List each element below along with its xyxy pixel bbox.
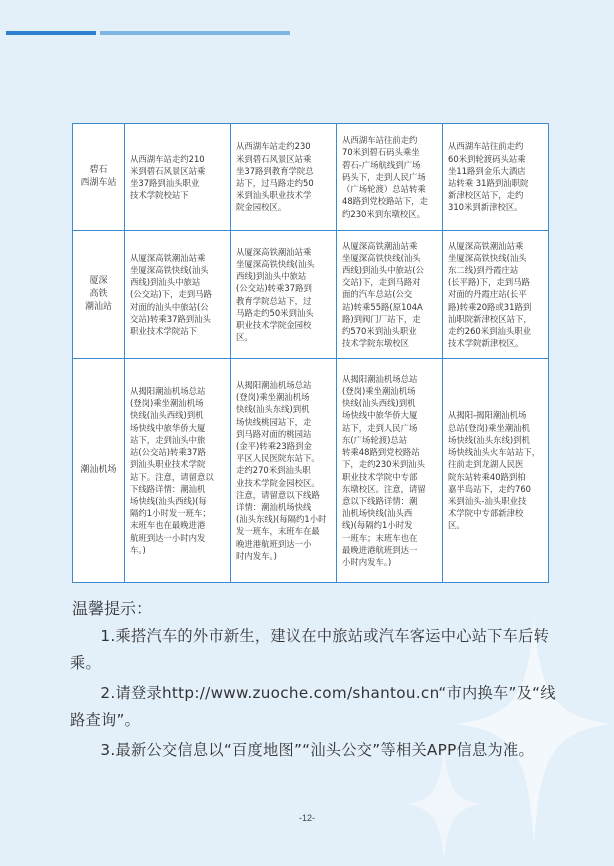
route-cell: 从厦深高铁潮汕站乘 坐厦深高铁快线(汕头 西线)到汕头中旅站 (公交站)下，走到马路 对面的汕头中旅站(公 交站)转乘37路到汕头 职业技术学院站下	[125, 231, 231, 359]
route-cell: 从揭阳潮汕机场总站 (登岗)乘坐潮汕机场 快线(汕头东线)到机 场快线桃园站下，走 到马路对面的桃园站 (金平)转乘23路到金 平区人民医院东站下。 走约270米到汕头职 业技术学院金园校区。 注意，请留意以下线路 详情：潮汕机场快线 (汕头东线)(每隔约1小时 发一班车，末班车在最 晚进港航班到达一小 时内发车。)	[231, 359, 337, 583]
route-cell: 从揭阳-揭阳潮汕机场 总站(登岗)乘坐潮汕机 场快线(汕头东线)到机 场快线汕头火车站站下， 往前走到龙湖人民医 院东站转乘40路到柏 嘉半岛站下，走约760 米到汕头-汕头职业技 术学院中专部新津校 区。	[443, 359, 549, 583]
route-cell: 从西湖车站往前走约 70米到碧石码头乘坐 碧石-广场航线到广场 码头下，走到人民广场 （广场轮渡）总站转乘 48路到党校路站下，走 约230米到东墩校区。	[337, 124, 443, 231]
tips-section	[70, 598, 560, 764]
table-row	[73, 359, 549, 583]
origin-label: 碧石 西湖车站	[73, 124, 125, 231]
origin-label: 厦深 高铁 潮汕站	[73, 231, 125, 359]
tip-item: 1.乘搭汽车的外市新生，建议在中旅站或汽车客运中心站下车后转乘。	[70, 627, 550, 672]
page-number: -12-	[298, 813, 315, 823]
route-cell: 从厦深高铁潮汕站乘 坐厦深高铁快线(汕头 西线)到汕头中旅站 (公交站)转乘37路到 教育学院总站下，过 马路走约50米到汕头 职业技术学院金园校 区。	[231, 231, 337, 359]
route-cell: 从揭阳潮汕机场总站 (登岗)乘坐潮汕机场 快线(汕头西线)到机 场快线中旅华侨大厦 站下，走到人民广场 东(广场轮渡)总站 转乘48路到党校路站 下，走约230米到汕头 职业技术学院中专部 东墩校区。注意，请留 意以下线路详情：潮 汕机场快线(汕头西 线)(每隔约1小时发 一班车；末班车也在 最晚进港航班到达一 小时内发车。)	[337, 359, 443, 583]
tips-title: 温馨提示：	[72, 599, 153, 618]
route-cell: 从厦深高铁潮汕站乘 坐厦深高铁快线(汕头 西线)到汕头中旅站(公 交站)下，走到马路对 面的汽车总站(公交 站)转乘55路(原104A 路)到阀门厂站下，走 约570米到汕头职业 技术学院东墩校区	[337, 231, 443, 359]
tip-item: 3.最新公交信息以“百度地图”“汕头公交”等相关APP信息为准。	[100, 741, 534, 759]
route-cell: 从西湖车站走约210 米到碧石风景区站乘 坐37路到汕头职业 技术学院校站下	[125, 124, 231, 231]
origin-label: 潮汕机场	[73, 359, 125, 583]
route-table	[72, 123, 549, 583]
route-cell: 从厦深高铁潮汕站乘 坐厦深高铁快线(汕头 东二线)到丹霞庄站 (长平路)下，走到马路 对面的丹霞庄站(长平 路)转乘20路或31路到 汕职院新津校区站下， 走约260米到汕头职业 技术学院新津校区。	[443, 231, 549, 359]
tip-item-link[interactable]: 2.请登录http://www.zuoche.com/shantou.cn“市内换车”及“线路查询”。	[70, 684, 556, 729]
route-cell: 从揭阳潮汕机场总站 (登岗)乘坐潮汕机场 快线(汕头西线)到机 场快线中旅华侨大厦 站下，走到汕头中旅 站(公交站)转乘37路 到汕头职业技术学院 站下。注意，请留意以 下线路详情：潮汕机 场快线(汕头西线)(每 隔约1小时发一班车； 末班车也在最晚进港 航班到达一小时内发 车。)	[125, 359, 231, 583]
table-row	[73, 124, 549, 231]
route-cell: 从西湖车站走约230 米到碧石风景区站乘 坐37路到教育学院总 站下，过马路走约50 米到汕头职业技术学 院金园校区。	[231, 124, 337, 231]
header-accent-line	[6, 31, 96, 35]
route-cell: 从西湖车站往前走约 60米到轮渡码头站乘 坐11路到金乐大酒店 站转乘 31路到汕职院 新津校区站下，走约 310米到新津校区。	[443, 124, 549, 231]
table-row	[73, 231, 549, 359]
header-accent-line-light	[100, 31, 290, 35]
